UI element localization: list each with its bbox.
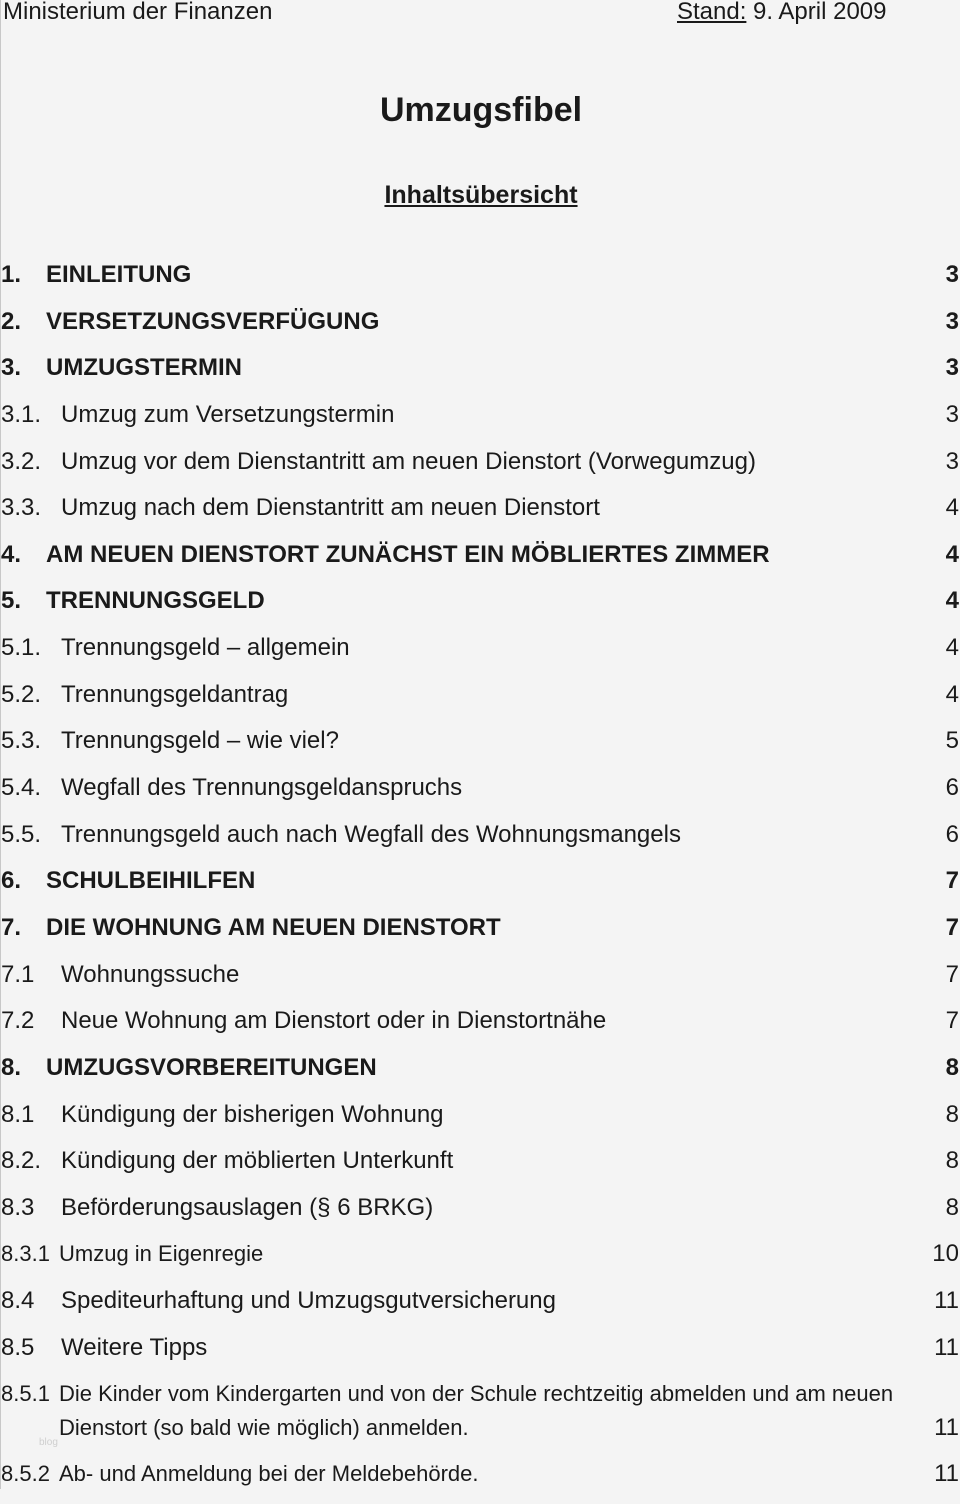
toc-entry-number: 8.5 xyxy=(1,1333,35,1361)
toc-entry-page: 4 xyxy=(945,494,959,522)
toc-entry-page: 3 xyxy=(945,447,959,475)
toc-entry[interactable] xyxy=(1,678,960,725)
toc-entry[interactable] xyxy=(1,818,960,865)
toc-entry[interactable] xyxy=(1,1144,960,1191)
toc-entry-title: Umzug zum Versetzungstermin xyxy=(61,400,395,428)
toc-entry-number: 7.1 xyxy=(1,960,35,988)
toc-entry-title: Umzug vor dem Dienstantritt am neuen Dienstort (Vorwegumzug) xyxy=(61,447,756,475)
toc-entry[interactable] xyxy=(1,351,960,398)
toc-entry-page: 8 xyxy=(945,1147,959,1175)
toc-entry-number: 8.1 xyxy=(1,1100,35,1128)
toc-entry-page: 8 xyxy=(945,1053,959,1081)
toc-entry-title: Trennungsgeld – allgemein xyxy=(61,634,350,662)
toc-entry-number: 5.2. xyxy=(1,680,42,708)
toc-entry-number: 8. xyxy=(1,1053,22,1081)
toc-entry[interactable] xyxy=(1,631,960,678)
toc-entry-number: 5.5. xyxy=(1,820,42,848)
toc-entry-page: 8 xyxy=(945,1193,959,1221)
toc-entry-page: 4 xyxy=(945,634,959,662)
toc-entry-number: 3.2. xyxy=(1,447,42,475)
toc-entry-title: Trennungsgeld auch nach Wegfall des Wohnungsmangels xyxy=(61,820,681,848)
toc-entry-number: 2. xyxy=(1,307,22,335)
ministry-name: Ministerium der Finanzen xyxy=(3,0,273,25)
toc-entry-page: 7 xyxy=(945,867,959,895)
toc-entry[interactable] xyxy=(1,1191,960,1238)
toc-entry-title: Umzug in Eigenregie xyxy=(59,1241,264,1267)
toc-entry-page: 5 xyxy=(945,727,959,755)
toc-entry-title: Beförderungsauslagen (§ 6 BRKG) xyxy=(61,1193,434,1221)
toc-entry-page: 3 xyxy=(945,354,959,382)
toc-entry[interactable] xyxy=(1,864,960,911)
toc-entry-title: Neue Wohnung am Dienstort oder in Dienstortnähe xyxy=(61,1007,607,1035)
toc-entry-title: SCHULBEIHILFEN xyxy=(46,867,256,895)
toc-entry-title: EINLEITUNG xyxy=(46,261,192,288)
toc-entry-title: DIE WOHNUNG AM NEUEN DIENSTORT xyxy=(46,913,501,941)
toc-entry[interactable] xyxy=(1,771,960,818)
toc-entry-page: 7 xyxy=(945,960,959,988)
toc-entry-number: 8.2. xyxy=(1,1147,42,1175)
toc-entry-title: Wohnungssuche xyxy=(61,960,240,988)
toc-entry-page: 7 xyxy=(945,1007,959,1035)
toc-entry[interactable] xyxy=(1,1377,960,1457)
toc-heading: Inhaltsübersicht xyxy=(384,181,578,209)
toc-entry-page: 10 xyxy=(932,1240,959,1268)
stand-date-value: 9. April 2009 xyxy=(746,0,887,25)
toc-entry[interactable] xyxy=(1,258,960,305)
toc-entry-number: 8.5.2 xyxy=(1,1461,50,1487)
toc-entry-page: 3 xyxy=(945,400,959,428)
toc-entry-page: 6 xyxy=(945,820,959,848)
toc-entry[interactable] xyxy=(1,724,960,771)
toc-entry-page: 11 xyxy=(934,1414,959,1442)
toc-entry-number: 6. xyxy=(1,867,22,895)
table-of-contents xyxy=(1,258,960,1504)
toc-entry[interactable] xyxy=(1,1237,960,1284)
toc-entry-title: Ab- und Anmeldung bei der Meldebehörde. xyxy=(59,1461,479,1487)
toc-entry[interactable] xyxy=(1,1051,960,1098)
toc-entry-number: 5.3. xyxy=(1,727,42,755)
toc-entry-title: Umzug nach dem Dienstantritt am neuen Dienstort xyxy=(61,494,600,522)
toc-entry-page: 11 xyxy=(934,1333,959,1361)
toc-entry-title: UMZUGSTERMIN xyxy=(46,354,242,382)
toc-entry-page: 11 xyxy=(934,1460,959,1488)
toc-entry[interactable] xyxy=(1,911,960,958)
page-header xyxy=(1,0,960,26)
toc-entry[interactable] xyxy=(1,445,960,492)
toc-entry-number: 3.3. xyxy=(1,494,42,522)
toc-entry[interactable] xyxy=(1,491,960,538)
toc-entry-number: 3. xyxy=(1,354,22,382)
toc-entry-title: Trennungsgeldantrag xyxy=(61,680,289,708)
toc-entry-title: Wegfall des Trennungsgeldanspruchs xyxy=(61,774,463,802)
toc-entry[interactable] xyxy=(1,1331,960,1378)
toc-entry-title: AM NEUEN DIENSTORT ZUNÄCHST EIN MÖBLIERTES ZIMMER xyxy=(46,540,770,568)
toc-entry[interactable] xyxy=(1,1457,960,1504)
toc-entry-number: 4. xyxy=(1,540,22,568)
toc-entry-page: 11 xyxy=(934,1287,959,1315)
toc-entry-title: Kündigung der möblierten Unterkunft xyxy=(61,1147,454,1175)
toc-entry[interactable] xyxy=(1,1004,960,1051)
toc-entry[interactable] xyxy=(1,305,960,352)
toc-entry-number: 1. xyxy=(1,261,22,288)
toc-entry-number: 8.3.1 xyxy=(1,1241,50,1267)
toc-entry[interactable] xyxy=(1,958,960,1005)
toc-entry[interactable] xyxy=(1,538,960,585)
document-title: Umzugsfibel xyxy=(379,91,583,129)
toc-entry[interactable] xyxy=(1,1098,960,1145)
stand-date xyxy=(677,0,887,24)
toc-entry-page: 6 xyxy=(945,774,959,802)
toc-entry-title: TRENNUNGSGELD xyxy=(46,587,265,615)
toc-entry-page: 7 xyxy=(945,913,959,941)
toc-entry-title: UMZUGSVORBEREITUNGEN xyxy=(46,1053,377,1081)
toc-entry[interactable] xyxy=(1,584,960,631)
toc-entry-title: VERSETZUNGSVERFÜGUNG xyxy=(46,307,380,335)
toc-entry-number: 7.2 xyxy=(1,1007,35,1035)
toc-entry-page: 3 xyxy=(945,307,959,335)
toc-entry-title: Die Kinder vom Kindergarten und von der Schule rechtzeitig abmelden und am neuen Dienstort (so bald wie möglich) anmelden. xyxy=(59,1381,894,1441)
toc-entry-number: 8.5.1 xyxy=(1,1381,50,1407)
toc-entry-number: 8.3 xyxy=(1,1193,35,1221)
toc-entry-title: Spediteurhaftung und Umzugsgutversicherung xyxy=(61,1287,556,1315)
toc-entry-number: 7. xyxy=(1,913,22,941)
toc-entry-number: 8.4 xyxy=(1,1287,35,1315)
watermark-text: blog xyxy=(39,1437,58,1448)
toc-entry-number: 5.4. xyxy=(1,774,42,802)
toc-entry[interactable] xyxy=(1,1284,960,1331)
toc-entry-title: Weitere Tipps xyxy=(61,1333,208,1361)
toc-entry-title: Kündigung der bisherigen Wohnung xyxy=(61,1100,444,1128)
toc-entry-number: 3.1. xyxy=(1,400,42,428)
toc-entry-page: 3 xyxy=(945,261,959,288)
toc-entry[interactable] xyxy=(1,398,960,445)
toc-entry-page: 4 xyxy=(945,540,959,568)
toc-entry-title: Trennungsgeld – wie viel? xyxy=(61,727,339,755)
stand-label: Stand: xyxy=(677,0,747,25)
toc-entry-page: 8 xyxy=(945,1100,959,1128)
toc-entry-page: 4 xyxy=(945,680,959,708)
toc-entry-page: 4 xyxy=(945,587,959,615)
toc-entry-number: 5. xyxy=(1,587,22,615)
toc-entry-number: 5.1. xyxy=(1,634,42,662)
